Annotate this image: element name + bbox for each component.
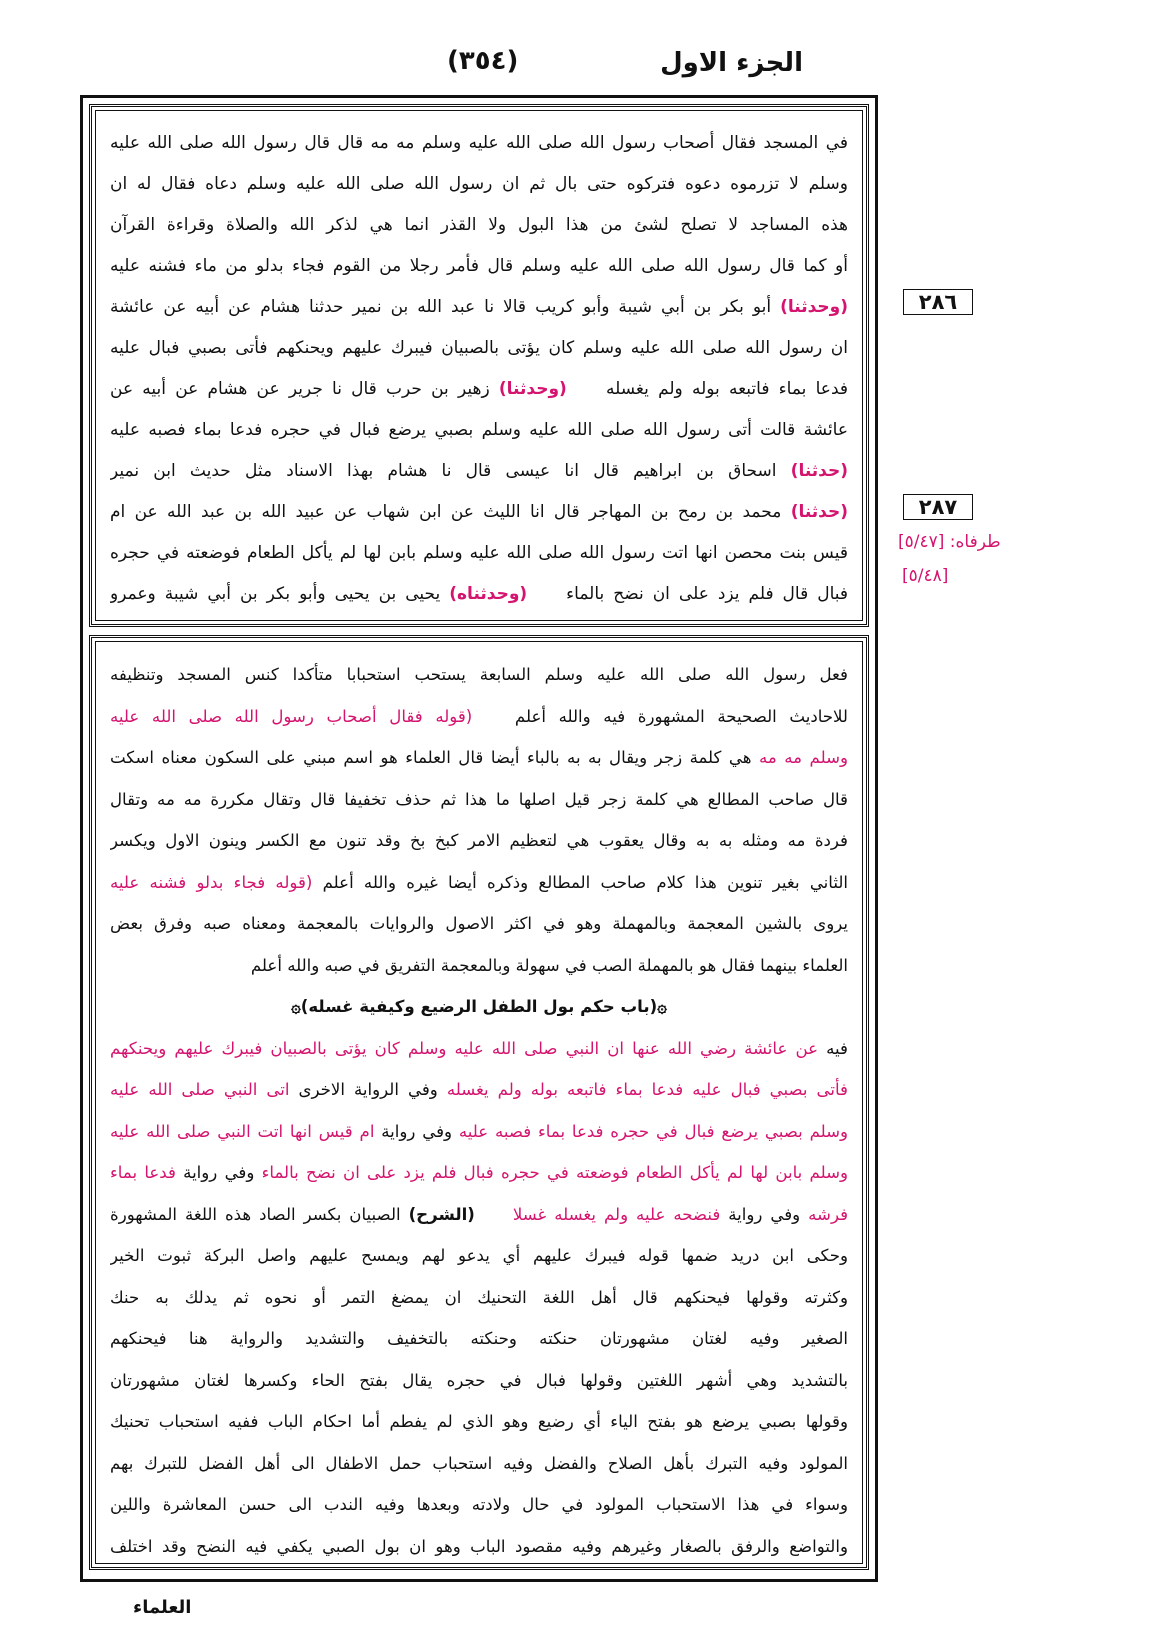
commentary-text: الثاني بغير تنوين هذا كلام صاحب المطالع وذكره أيضا غيره والله أعلم	[322, 872, 848, 892]
commentary-line: وحكى ابن دريد ضمها قوله فيبرك عليهم أي يدعو لهم ويمسح عليهم واصل البركة ثبوت الخير	[110, 1246, 848, 1265]
quoted-hadith: اتى النبي صلى الله عليه	[110, 1080, 290, 1099]
quoted-hadith: فدعا بماء	[110, 1163, 176, 1182]
hadith-text: زهير بن حرب قال نا جرير عن هشام عن أبيه عن	[110, 379, 490, 399]
narration-marker: (وحدثناه)	[449, 584, 528, 604]
quoted-hadith: وسلم بابن لها لم يأكل الطعام فوضعته في حجره فبال فلم يزد على ان نضح بالماء	[261, 1163, 848, 1182]
cross-reference: [٥/٤٨]	[902, 566, 949, 586]
quoted-hadith: فرشه	[808, 1204, 848, 1224]
narration-marker: (حدثنا)	[790, 502, 848, 522]
quoted-phrase: وسلم مه مه	[759, 748, 848, 767]
commentary-line: وسواء في هذا الاستحباب المولود في حال ولادته وبعدها وفيه الندب الى حسن المعاشرة واللين	[110, 1495, 848, 1514]
commentary-line: فعل رسول الله صلى الله عليه وسلم السابعة يستحب استحبابا متأكدا كنس المسجد وتنظيفه	[110, 665, 848, 684]
catchword: العلماء	[133, 1597, 192, 1618]
page-frame	[80, 95, 878, 1582]
hadith-line	[110, 574, 848, 615]
commentary-panel	[89, 635, 869, 1570]
commentary-line	[110, 1194, 848, 1236]
hadith-line: وسلم لا تزرموه دعوه فتركوه حتى بال ثم ان رسول الله صلى الله عليه وسلم دعاه فقال له ان	[110, 174, 848, 194]
quoted-hadith: عن عائشة رضي الله عنها ان النبي صلى الله عليه وسلم كان يؤتى بالصبيان فيبرك عليهم ويحنكهم	[110, 1038, 819, 1058]
hadith-text: فدعا بماء فاتبعه بوله ولم يغسله	[606, 379, 848, 399]
hadith-line: هذه المساجد لا تصلح لشئ من هذا البول ولا القذر انما هي لذكر الله والصلاة وقراءة القرآن	[110, 215, 848, 235]
commentary-line: يروى بالشين المعجمة وبالمهملة وهو في اكثر الاصول والروايات بالمعجمة ومعناه صبه وفرق بعض	[110, 914, 848, 933]
hadith-number-287: ٢٨٧	[903, 494, 973, 520]
commentary-text: وفي رواية	[183, 1163, 255, 1182]
commentary-text: وفي الرواية الاخرى	[298, 1080, 438, 1099]
hadith-text: أبو بكر بن أبي شيبة وأبو كريب قالا نا عبد الله بن نمير حدثنا هشام عن أبيه عن عائشة	[110, 297, 772, 317]
commentary-text: وفي رواية	[728, 1204, 801, 1224]
commentary-line	[110, 1028, 848, 1070]
hadith-text: اسحاق بن ابراهيم قال انا عيسى قال نا هشام بهذا الاسناد مثل حديث ابن نمير	[110, 461, 777, 481]
hadith-line: قيس بنت محصن انها اتت رسول الله صلى الله عليه وسلم بابن لها لم يأكل الطعام فوضعته في حجره	[110, 543, 848, 563]
hadith-panel	[89, 104, 869, 627]
page-header	[0, 0, 1158, 95]
hadith-line	[110, 451, 848, 492]
commentary-line	[110, 1111, 848, 1153]
narration-marker: (وحدثنا)	[780, 297, 848, 317]
hadith-line: ان رسول الله صلى الله عليه وسلم كان يؤتى بالصبيان فيبرك عليهم ويحنكهم فأتى بصبي فبال عليه	[110, 338, 848, 358]
commentary-line	[110, 737, 848, 779]
hadith-line: في المسجد فقال أصحاب رسول الله صلى الله عليه وسلم مه مه قال قال رسول الله صلى الله عليه	[110, 133, 848, 153]
commentary-text: الصبيان بكسر الصاد هذه اللغة المشهورة	[110, 1204, 401, 1224]
commentary-line: المولود وفيه التبرك بأهل الصلاح والفضل وفيه استحباب حمل الاطفال الى أهل الفضل للتبرك بهم	[110, 1453, 848, 1473]
quoted-hadith: فأتى بصبي فبال عليه فدعا بماء فاتبعه بوله ولم يغسله	[446, 1080, 848, 1099]
hadith-text: فبال قال فلم يزد على ان نضح بالماء	[566, 584, 848, 604]
chapter-title: ۞(باب حكم بول الطفل الرضيع وكيفية غسله)۞	[291, 997, 667, 1016]
volume-title: الجزء الاول	[660, 48, 803, 78]
sharh-marker: (الشرح)	[408, 1204, 475, 1224]
hadith-line: أو كما قال رسول الله صلى الله عليه وسلم قال فأمر رجلا من القوم فجاء بدلو من ماء فشنه عليه	[110, 256, 848, 276]
hadith-text: يحيى بن يحيى وأبو بكر بن أبي شيبة وعمرو	[110, 584, 441, 604]
hadith-line	[110, 287, 848, 328]
commentary-text: فيه	[826, 1038, 848, 1058]
hadith-line	[110, 492, 848, 533]
commentary-line: وكثرته وقولها فيحنكهم قال أهل اللغة التحنيك ان يمضغ التمر أو نحوه ثم يدلك به حنك	[110, 1287, 848, 1307]
narration-marker: (وحدثنا)	[498, 379, 567, 399]
quoted-hadith: ام قيس انها اتت النبي صلى الله عليه	[110, 1121, 375, 1141]
quoted-phrase: (قوله فقال أصحاب رسول الله صلى الله عليه	[110, 706, 473, 726]
commentary-line: فردة مه ومثله به به وقال يعقوب هي لتعظيم الامر كبخ بخ وقد تنون مع الكسر وينون الاول ويكسر	[110, 831, 848, 850]
commentary-line	[110, 1069, 848, 1111]
quoted-hadith: فنضحه عليه ولم يغسله غسلا	[512, 1204, 721, 1224]
commentary-line	[110, 696, 848, 738]
commentary-text: وفي رواية	[381, 1121, 453, 1141]
commentary-line: بالتشديد وهي أشهر اللغتين وقولها فبال في حجره يقال بفتح الحاء وكسرها لغتان مشهورتان	[110, 1370, 848, 1390]
quoted-phrase: (قوله فجاء بدلو فشنه عليه	[110, 872, 313, 892]
narration-marker: (حدثنا)	[790, 461, 848, 481]
commentary-line: العلماء بينهما فقال هو بالمهملة الصب في سهولة وبالمعجمة التفريق في صبه والله أعلم	[250, 955, 848, 975]
commentary-line	[110, 862, 848, 904]
page-number: (٣٥٤)	[447, 46, 519, 76]
hadith-text: محمد بن رمح بن المهاجر قال انا الليث عن ابن شهاب عن عبيد الله بن عبد الله عن ام	[110, 502, 782, 522]
commentary-text: هي كلمة زجر ويقال به به بالباء أيضا قال العلماء هو اسم مبني على السكون معناه اسكت	[110, 748, 752, 767]
commentary-line: والتواضع والرفق بالصغار وغيرهم وفيه مقصود الباب وهو ان بول الصبي يكفي فيه النضح وقد اختلف	[110, 1536, 848, 1556]
commentary-text: للاحاديث الصحيحة المشهورة فيه والله أعلم	[514, 706, 848, 726]
commentary-line: قال صاحب المطالع هي كلمة زجر قيل اصلها ما هذا ثم حذف تخفيفا قال وتقال مكررة مه مه وتقال	[110, 789, 848, 809]
hadith-line	[110, 369, 848, 410]
commentary-line: وقولها بصبي يرضع هو بفتح الياء أي رضيع وهو الذي لم يفطم أما احكام الباب ففيه استحباب تحنيك	[110, 1412, 848, 1431]
cross-reference-label: طرفاه: [٥/٤٧]	[898, 532, 1001, 552]
commentary-line	[110, 1152, 848, 1194]
hadith-number-286: ٢٨٦	[903, 289, 973, 315]
quoted-hadith: وسلم بصبي يرضع فبال في حجره فدعا بماء فصبه عليه	[458, 1121, 848, 1141]
hadith-line: عائشة قالت أتى رسول الله صلى الله عليه وسلم بصبي يرضع فبال في حجره فدعا بماء فصبه عليه	[110, 420, 848, 440]
commentary-line: الصغير وفيه لغتان مشهورتان حنكته وحنكته بالتخفيف والتشديد والرواية هنا فيحنكهم	[110, 1329, 848, 1348]
